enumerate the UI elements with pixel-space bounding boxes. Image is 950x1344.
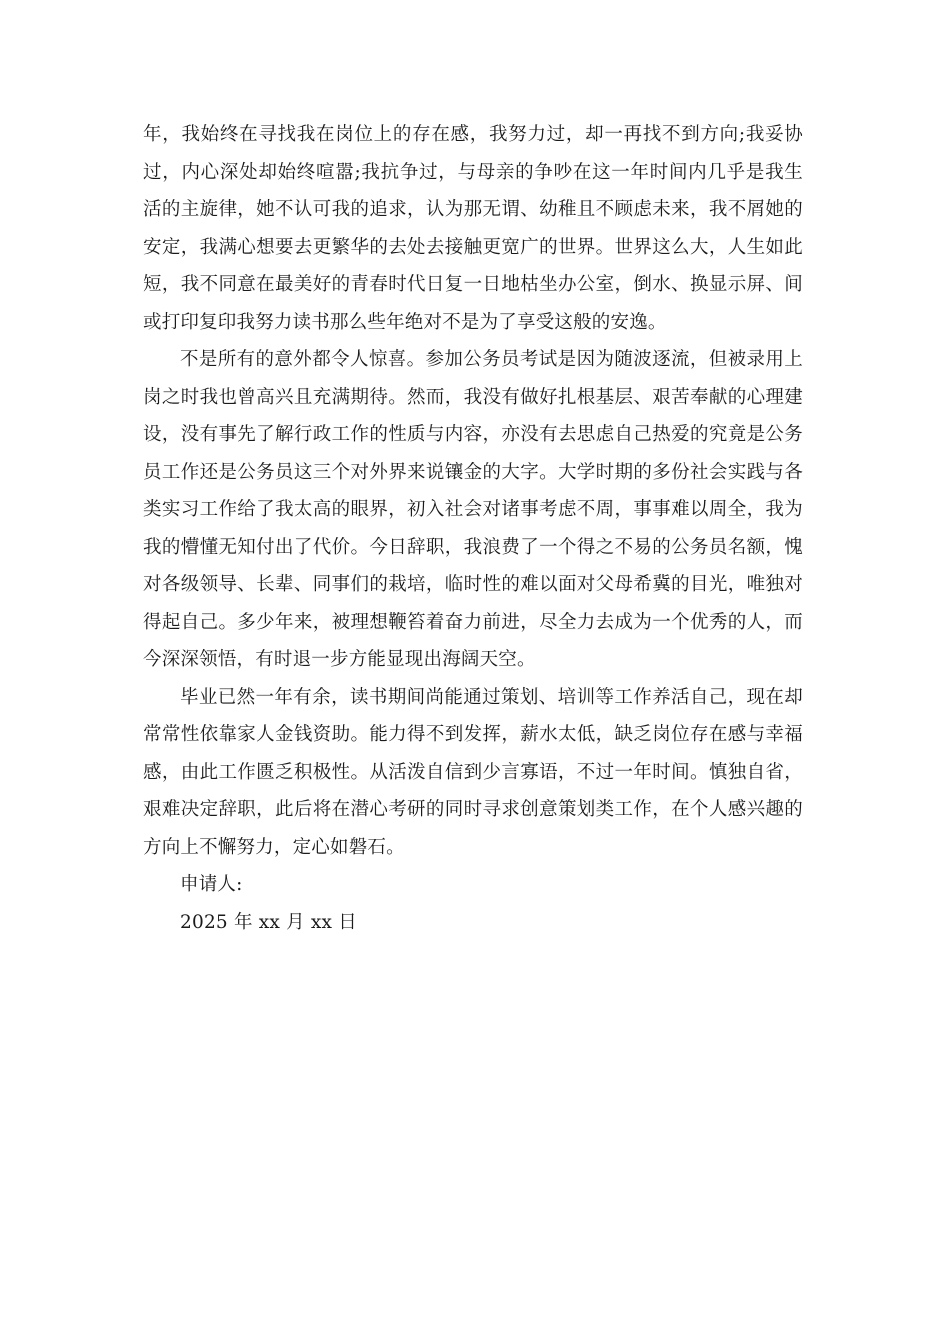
signature-label: 申请人:	[180, 874, 243, 895]
paragraph-graduation: 毕业已然一年有余，读书期间尚能通过策划、培训等工作养活自己，现在却常常性依靠家人金钱资助。能力得不到发挥，薪水太低，缺乏岗位存在感与幸福感，由此工作匮乏积极性。从活泼自信到少言寡语，不过一年时间。慎独自省，艰难决定辞职，此后将在潜心考研的同时寻求创意策划类工作，在个人感兴趣的方向上不懈努力，定心如磐石。	[143, 686, 803, 858]
signature-date: 2025 年 xx 月 xx 日	[180, 911, 357, 933]
document-body	[143, 116, 803, 941]
paragraph-continuation: 年，我始终在寻找我在岗位上的存在感，我努力过，却一再找不到方向;我妥协过，内心深处却始终喧嚣;我抗争过，与母亲的争吵在这一年时间内几乎是我生活的主旋律，她不认可我的追求，认为那无谓、幼稚且不顾虑未来，我不屑她的安定，我满心想要去更繁华的去处去接触更宽广的世界。世界这么大，人生如此短，我不同意在最美好的青春时代日复一日地枯坐办公室，倒水、换显示屏、间或打印复印我努力读书那么些年绝对不是为了享受这般的安逸。	[143, 124, 803, 333]
paragraph-unexpected-surprise: 不是所有的意外都令人惊喜。参加公务员考试是因为随波逐流，但被录用上岗之时我也曾高兴且充满期待。然而，我没有做好扎根基层、艰苦奉献的心理建设，没有事先了解行政工作的性质与内容，亦没有去思虑自己热爱的究竟是公务员工作还是公务员这三个对外界来说镶金的大字。大学时期的多份社会实践与各类实习工作给了我太高的眼界，初入社会对诸事考虑不周，事事难以周全，我为我的懵懂无知付出了代价。今日辞职，我浪费了一个得之不易的公务员名额，愧对各级领导、长辈、同事们的栽培，临时性的难以面对父母希冀的目光，唯独对得起自己。多少年来，被理想鞭笞着奋力前进，尽全力去成为一个优秀的人，而今深深领悟，有时退一步方能显现出海阔天空。	[143, 349, 803, 670]
